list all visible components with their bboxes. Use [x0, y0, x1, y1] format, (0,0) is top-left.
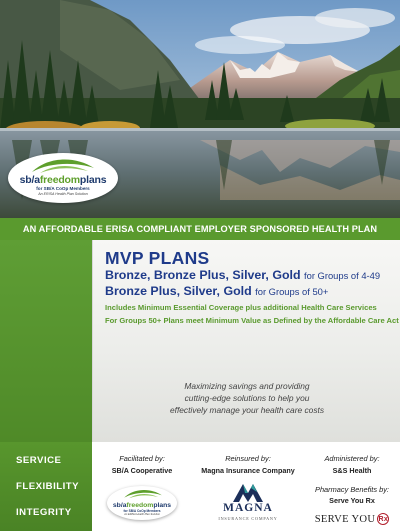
facilitator-name: SB/A Cooperative [111, 466, 173, 475]
pharmacy-name: Serve You Rx [329, 496, 375, 505]
magna-logo-mark-icon [233, 482, 263, 502]
minimum-value-note: For Groups 50+ Plans meet Minimum Value as Defined by the Affordable Care Act [105, 316, 399, 325]
tier-line-small-groups [105, 268, 380, 282]
serve-you-rx-logo [304, 513, 400, 525]
tier1-plan-names: Bronze, Bronze Plus, Silver, Gold [105, 268, 301, 282]
tagline [93, 380, 400, 416]
logo-tagline: for SB/A CoOp Members [36, 186, 90, 191]
hero-landscape-image [0, 0, 400, 218]
rx-icon: Rx [377, 513, 389, 525]
values-block [0, 442, 92, 531]
tier1-group-size: for Groups of 4-49 [304, 270, 381, 281]
serve-you-wordmark: SERVE YOU [314, 513, 376, 525]
logo-wordmark: sb/afreedomplans [112, 502, 172, 509]
reinsurer-name: Magna Insurance Company [201, 466, 295, 475]
partners-section [92, 442, 400, 531]
tier2-group-size: for Groups of 50+ [255, 286, 329, 297]
plans-panel [92, 240, 400, 442]
administered-label: Administered by: [324, 454, 380, 463]
tier-line-large-groups [105, 284, 328, 298]
swoosh-icon [123, 489, 163, 499]
magna-logo-subtitle: INSURANCE COMPANY [218, 516, 278, 521]
logo-wordmark: sb/afreedomplans [19, 174, 107, 186]
headline-banner: AN AFFORDABLE ERISA COMPLIANT EMPLOYER SPONSORED HEALTH PLAN [0, 218, 400, 240]
magna-logo-wordmark: MAGNA [223, 502, 273, 514]
swoosh-icon [30, 158, 96, 174]
partner-reinsurer [192, 442, 304, 531]
sba-freedom-plans-logo [8, 153, 118, 203]
value-flexibility: FLEXIBILITY [16, 481, 80, 492]
tagline-line-3: effectively manage your health care costs [169, 405, 325, 415]
tagline-line-1: Maximizing savings and providing [184, 381, 310, 391]
sba-freedom-plans-logo-small [107, 486, 177, 520]
coverage-note: Includes Minimum Essential Coverage plus additional Health Care Services [105, 303, 377, 312]
tier2-plan-names: Bronze Plus, Silver, Gold [105, 284, 252, 298]
plans-title: MVP PLANS [105, 248, 210, 268]
administrator-name: S&S Health [332, 466, 372, 475]
logo-tagline: for SB/A CoOp Members [123, 509, 161, 513]
value-integrity: INTEGRITY [16, 507, 72, 518]
partner-facilitator [92, 442, 192, 531]
facilitated-label: Facilitated by: [119, 454, 165, 463]
reinsured-label: Reinsured by: [225, 454, 271, 463]
green-side-block [0, 240, 92, 442]
pharmacy-label: Pharmacy Benefits by: [315, 485, 389, 494]
logo-subtagline: An ERISA Health Plan Solution [124, 513, 160, 516]
tagline-line-2: cutting-edge solutions to help you [184, 393, 310, 403]
logo-subtagline: An ERISA Health Plan Solution [38, 192, 88, 196]
value-service: SERVICE [16, 455, 62, 466]
partner-administrator [304, 442, 400, 531]
